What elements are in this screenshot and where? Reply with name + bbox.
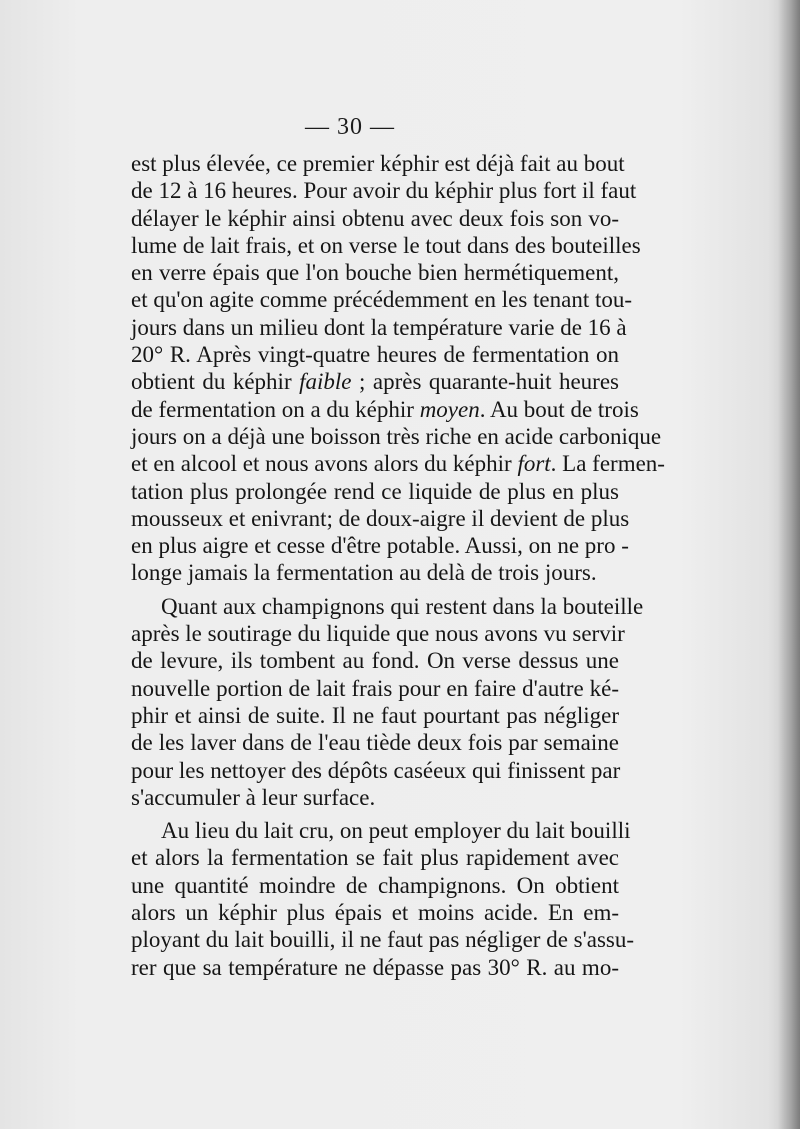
text-line: après le soutirage du liquide que nous avons vu servir bbox=[131, 621, 625, 647]
text-line: en plus aigre et cesse d'être potable. Aussi, on ne pro - bbox=[131, 533, 629, 559]
text-line: lume de lait frais, et on verse le tout dans des bouteilles bbox=[131, 232, 641, 258]
text-line: jours dans un milieu dont la température varie de 16 à bbox=[131, 314, 627, 340]
paragraph-1 bbox=[131, 150, 665, 587]
text-line: mousseux et enivrant; de doux-aigre il devient de plus bbox=[131, 505, 630, 531]
text-line: s'accumuler à leur surface. bbox=[131, 784, 376, 810]
text-line: et qu'on agite comme précédemment en les tenant tou- bbox=[131, 287, 633, 313]
text-line: délayer le képhir ainsi obtenu avec deux fois son vo- bbox=[131, 205, 619, 231]
text-line: longe jamais la fermentation au delà de trois jours. bbox=[131, 560, 597, 586]
page-edge-shadow bbox=[778, 0, 800, 1129]
paragraph-2 bbox=[131, 593, 644, 811]
text-line: de 12 à 16 heures. Pour avoir du képhir plus fort il faut bbox=[131, 178, 637, 204]
text-line: rer que sa température ne dépasse pas 30° R. au mo- bbox=[131, 954, 619, 980]
body-text bbox=[131, 150, 665, 981]
text-line: de les laver dans de l'eau tiède deux fois par semaine bbox=[131, 730, 619, 756]
text-line: Quant aux champignons qui restent dans la bouteille bbox=[161, 593, 644, 619]
text-line: pour les nettoyer des dépôts caséeux qui finissent par bbox=[131, 757, 621, 783]
text-line: Au lieu du lait cru, on peut employer du lait bouilli bbox=[161, 818, 631, 844]
text-line: une quantité moindre de champignons. On obtient bbox=[131, 872, 619, 898]
text-line: de fermentation on a du képhir moyen. Au bout de trois bbox=[131, 396, 639, 422]
text-line: obtient du képhir faible ; après quarante-huit heures bbox=[131, 369, 620, 395]
text-line: phir et ainsi de suite. Il ne faut pourtant pas négliger bbox=[131, 702, 619, 728]
paragraph-3 bbox=[131, 817, 635, 981]
text-line: et en alcool et nous avons alors du képhir fort. La fermen- bbox=[131, 451, 665, 477]
text-line: 20° R. Après vingt-quatre heures de fermentation on bbox=[131, 342, 619, 368]
text-line: en verre épais que l'on bouche bien hermétiquement, bbox=[131, 260, 619, 286]
text-line: jours on a déjà une boisson très riche en acide carbonique bbox=[131, 423, 662, 449]
text-line: tation plus prolongée rend ce liquide de plus en plus bbox=[131, 478, 619, 504]
text-line: nouvelle portion de lait frais pour en faire d'autre ké- bbox=[131, 675, 619, 701]
text-line: est plus élevée, ce premier képhir est déjà fait au bout bbox=[131, 151, 625, 176]
text-line: alors un képhir plus épais et moins acide. En em- bbox=[131, 900, 619, 926]
text-line: de levure, ils tombent au fond. On verse dessus une bbox=[131, 648, 619, 674]
text-line: et alors la fermentation se fait plus rapidement avec bbox=[131, 845, 619, 871]
text-line: ployant du lait bouilli, il ne faut pas négliger de s'assu- bbox=[131, 927, 635, 953]
page-number: — 30 — bbox=[305, 114, 395, 140]
